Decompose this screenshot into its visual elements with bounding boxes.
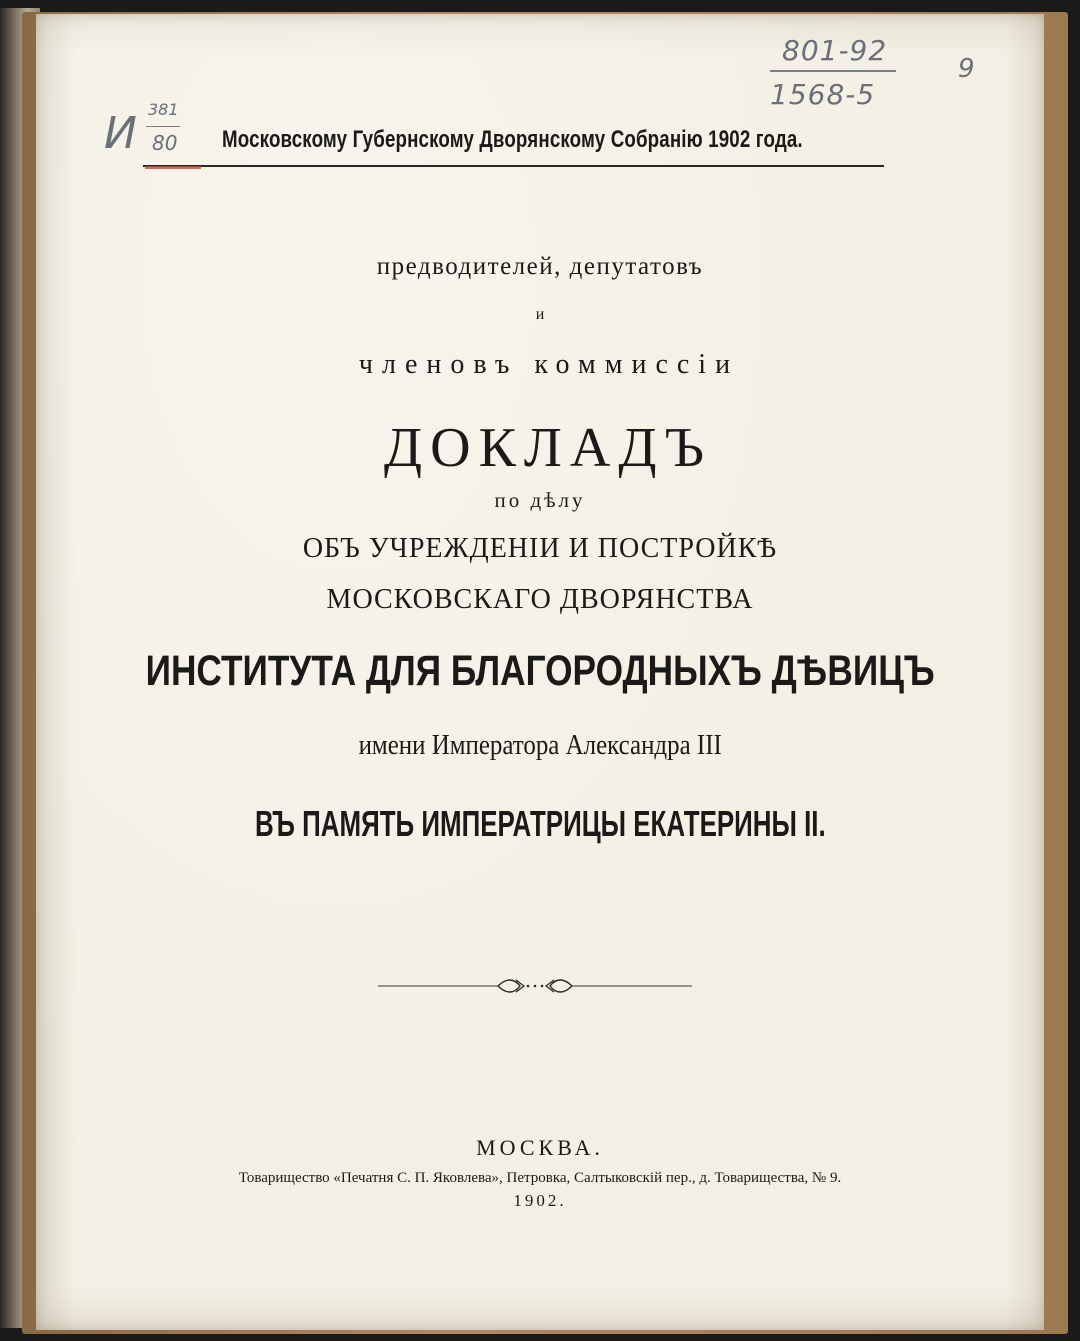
imprint-year: 1902. xyxy=(513,1191,567,1210)
ornament-divider-icon xyxy=(378,974,692,998)
imprint-city: МОСКВА. xyxy=(476,1135,604,1160)
title-main-doklad: ДОКЛАДЪ xyxy=(383,417,713,479)
red-pencil-mark xyxy=(145,166,201,169)
dedication-header: Московскому Губернскому Дворянскому Собранію 1902 года. xyxy=(222,126,803,153)
pencil-shelf-denominator: 80 xyxy=(152,131,178,155)
title-line-chlenov: членовъ коммиссіи xyxy=(358,349,740,380)
pencil-annotation-top-right-2: 1568-5 xyxy=(770,78,876,111)
pencil-annotation-top-right-1: 801-92 xyxy=(782,34,888,67)
pencil-shelf-numerator: 381 xyxy=(148,100,179,119)
title-line-instituta-text: ИНСТИТУТА ДЛЯ БЛАГОРОДНЫХЪ ДѢВИЦЪ xyxy=(145,647,935,695)
pencil-corner-mark: 9 xyxy=(958,54,975,84)
title-line-ob-uchrezhdenii: ОБЪ УЧРЕЖДЕНІИ И ПОСТРОЙКѢ xyxy=(302,533,778,564)
pencil-shelf-fraction-bar xyxy=(146,126,180,127)
title-line-moskovskago: МОСКОВСКАГО ДВОРЯНСТВА xyxy=(326,584,754,615)
title-line-v-pamyat-text: ВЪ ПАМЯТЬ ИМПЕРАТРИЦЫ ЕКАТЕРИНЫ II. xyxy=(254,803,826,844)
title-line-conjunction: и xyxy=(535,306,545,323)
pencil-annotation-rule xyxy=(770,70,896,72)
title-line-po-delu: по дѣлу xyxy=(494,488,586,512)
title-line-instituta xyxy=(0,647,1080,696)
imprint-printer: Товарищество «Печатня С. П. Яковлева», Петровка, Салтыковскій пер., д. Товарищества, № 9. xyxy=(238,1170,842,1186)
title-line-v-pamyat xyxy=(0,803,1080,845)
title-line-imeni-imperatora xyxy=(0,729,1080,762)
dedication-rule xyxy=(143,165,884,167)
title-line-imeni-text: имени Императора Александра III xyxy=(358,729,722,761)
pencil-shelf-letter: И xyxy=(104,108,137,159)
title-line-predvoditeley: предводителей, депутатовъ xyxy=(376,253,704,280)
